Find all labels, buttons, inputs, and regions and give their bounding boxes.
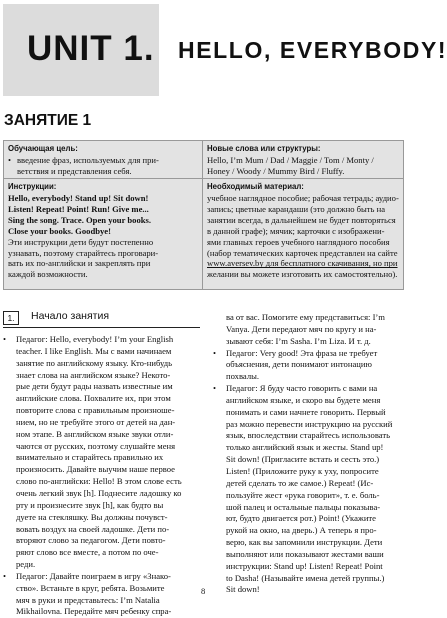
- text-line: Listen! (Приложите руку к уху, попросите: [226, 465, 379, 476]
- text-line: пользуйте жест «рука говорит», т. е. боль-: [226, 489, 380, 500]
- materials-line: (набор тематических карточек представлен на сайте: [207, 247, 398, 258]
- text-line: произносить. Давайте выучим наше первое: [16, 464, 175, 475]
- goal-text-line: ветствия и представления себя.: [17, 165, 132, 176]
- text-line: Педагог: Я буду часто говорить с вами на: [226, 383, 378, 394]
- materials-line: www.aversev.by для бесплатного скачивания, но при: [207, 258, 398, 269]
- instructions-cell: [8, 182, 158, 280]
- text-line: раз можно перевести инструкцию на русский: [226, 418, 393, 429]
- materials-line: желании вы можете изготовить их самостоятельно).: [207, 269, 398, 280]
- text-line: Педагог: Very good! Эта фраза не требует: [226, 347, 378, 358]
- page-number: 8: [201, 586, 206, 596]
- materials-line: ями главных героев учебного наглядного пособия: [207, 236, 390, 247]
- text-line: похвалы.: [226, 371, 260, 382]
- goal-cell: [8, 144, 159, 177]
- unit-title: HELLO, EVERYBODY!: [178, 37, 447, 63]
- bullet-icon: •: [213, 347, 217, 358]
- right-column: [213, 312, 411, 596]
- text-line: рукой на окно, на дверь.) А теперь я про-: [226, 525, 377, 536]
- text-line: повторите слова с правильным произноше-: [16, 405, 175, 416]
- text-line: слово по-английски: Hello! В этом слове есть: [16, 476, 182, 487]
- text-line: Педагог: Hello, everybody! I’m your English: [16, 334, 174, 344]
- instructions-bold-line: Hello, everybody! Stand up! Sit down!: [8, 193, 149, 203]
- text-line: рые дети будут рады назвать известные им: [16, 381, 173, 392]
- text-line: занятие по английскому языку. Кто-нибудь: [16, 357, 173, 368]
- section-title: Начало занятия: [31, 310, 110, 322]
- unit-label: UNIT 1.: [27, 29, 155, 68]
- text-line: английские слова. Похвалите их, при этом: [16, 393, 171, 404]
- lesson-info-table: [3, 140, 404, 290]
- text-line: вовать воздух на своей ладошке. Дети по-: [16, 523, 170, 534]
- instructions-heading: Инструкции:: [8, 182, 57, 191]
- text-line: ном этапе. В английском языке звуки отли-: [16, 428, 174, 439]
- text-line: английском языке, и скоро вы будете меня: [226, 394, 381, 405]
- text-line: вторяют слово за педагогом. Дети повто-: [16, 535, 166, 546]
- text-line: выполняют или показывают жестами ваши: [226, 548, 384, 559]
- text-line: нием, но не требуйте этого от детей на дан-: [16, 416, 176, 427]
- new-words-line: Honey / Woody / Mummy Bird / Fluffy.: [207, 165, 345, 176]
- materials-line: в данной графе); мячик; карточки с изображени-: [207, 225, 385, 236]
- bullet-icon: •: [3, 571, 7, 581]
- materials-line: запись; цветные карандаши (это должно быть на: [207, 203, 386, 214]
- text-line: инструкции: Stand up! Listen! Repeat! Point: [226, 560, 383, 571]
- text-line: чаются от русских, поэтому слушайте меня: [16, 440, 176, 451]
- text-line: реди.: [16, 559, 36, 570]
- text-line: верю, как вы запомнили инструкции. Дети: [226, 537, 383, 548]
- text-line: шой палец и остальные пальцы показыва-: [226, 501, 381, 512]
- text-line: зывают себя: I’m Sasha. I’m Liza. И т. д.: [226, 335, 371, 346]
- goal-heading: Обучающая цель:: [8, 144, 78, 153]
- text-line: Vanya. Дети передают мяч по кругу и на-: [226, 323, 377, 334]
- text-line: рту и произнесите звук [h], как будто вы: [16, 499, 164, 510]
- bullet-icon: •: [3, 334, 7, 344]
- instructions-bold-line: Close your books. Goodbye!: [8, 225, 111, 236]
- unit-label-box: [3, 4, 159, 96]
- new-words-cell: [207, 144, 374, 177]
- instructions-bold-line: Sing the song. Trace. Open your books.: [8, 214, 152, 225]
- left-column: [3, 334, 201, 618]
- materials-cell: [207, 182, 399, 280]
- section-number: 1.: [3, 311, 19, 325]
- text-line: teacher. I like English. Мы с вами начинаем: [16, 345, 172, 356]
- new-words-heading: Новые слова или структуры:: [207, 144, 321, 153]
- text-line: язык, впоследствии старайтесь использовать: [226, 430, 391, 441]
- text-line: внимательно и старайтесь правильно их: [16, 452, 164, 463]
- text-line: объяснения, дети понимают интонацию: [226, 359, 372, 370]
- text-line: только английский язык и жесты. Stand up!: [226, 442, 384, 453]
- instructions-line: Эти инструкции дети будут постепенно: [8, 236, 154, 247]
- text-line: детей сделать то же самое.) Repeat! (Ис-: [226, 477, 374, 488]
- text-line: знает слова на английском языке? Некото-: [16, 369, 171, 380]
- materials-line: занятии всегда, в дальнейшем не будет повторяться: [207, 214, 396, 225]
- instructions-line: вать их по-английски и закреплять при: [8, 258, 151, 269]
- text-line: Педагог: Давайте поиграем в игру «Знако-: [16, 570, 171, 581]
- text-line: ют, будто двигается рот.) Point! (Укажите: [226, 513, 376, 524]
- lesson-heading: ЗАНЯТИЕ 1: [4, 112, 92, 129]
- text-line: ва от вас. Помогите ему представиться: I’m: [226, 312, 385, 322]
- materials-heading: Необходимый материал:: [207, 182, 304, 191]
- materials-line: учебное наглядное пособие; рабочая тетрадь; аудио-: [207, 193, 399, 203]
- section-divider: [3, 327, 200, 328]
- bullet-icon: •: [213, 383, 217, 393]
- text-line: Sit down!: [226, 584, 260, 595]
- text-line: очень легкий звук [h]. Поднесите ладошку ко: [16, 487, 182, 498]
- text-line: дуете на стекляшку. Вы должны почувст-: [16, 511, 168, 522]
- text-line: понимать и сами начнете говорить. Первый: [226, 406, 386, 417]
- text-line: мяч в руки и представьтесь: I’m Natalia: [16, 594, 160, 605]
- text-line: Mikhailovna. Передайте мяч ребенку спра-: [16, 606, 172, 617]
- text-line: ряют слово все вместе, а потом по оче-: [16, 547, 159, 558]
- new-words-line: Hello, I’m Mum / Dad / Maggie / Tom / Monty /: [207, 155, 374, 165]
- text-line: Sit down! (Пригласите встать и сесть это.): [226, 454, 380, 465]
- instructions-bold-line: Listen! Repeat! Point! Run! Give me...: [8, 203, 149, 214]
- text-line: to Dasha! (Называйте имена детей группы.): [226, 572, 385, 583]
- instructions-line: узнавать, поэтому старайтесь проговари-: [8, 247, 159, 258]
- goal-text-line: • введение фраз, используемых для при-: [8, 155, 159, 166]
- text-line: ство». Встаньте в круг, ребята. Возьмите: [16, 582, 165, 593]
- instructions-line: каждой возможности.: [8, 269, 88, 280]
